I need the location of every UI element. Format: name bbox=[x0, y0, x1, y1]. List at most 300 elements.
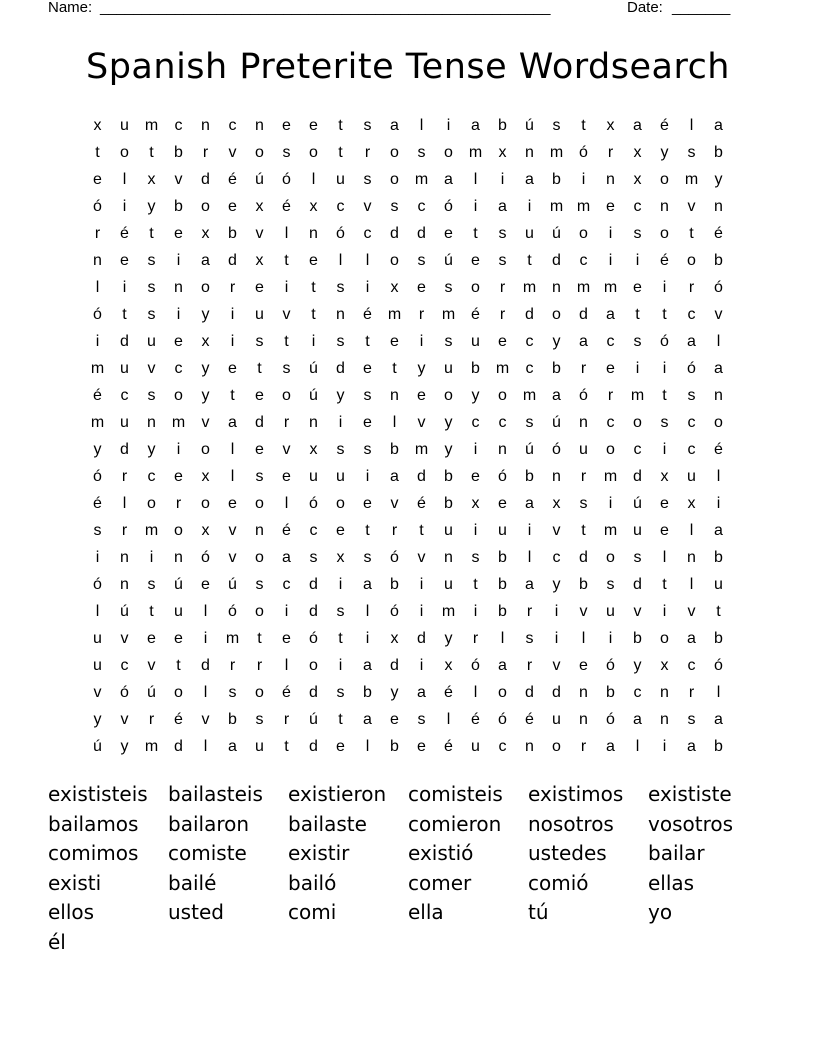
grid-letter[interactable]: s bbox=[336, 279, 345, 296]
grid-letter[interactable]: e bbox=[309, 252, 318, 269]
grid-letter[interactable]: ó bbox=[93, 576, 102, 593]
grid-letter[interactable]: s bbox=[633, 333, 642, 350]
grid-letter[interactable]: n bbox=[714, 198, 723, 215]
grid-letter[interactable]: ó bbox=[93, 198, 102, 215]
grid-letter[interactable]: a bbox=[471, 117, 480, 134]
grid-letter[interactable]: s bbox=[633, 549, 642, 566]
grid-letter[interactable]: n bbox=[714, 387, 723, 404]
grid-letter[interactable]: o bbox=[174, 684, 183, 701]
grid-letter[interactable]: n bbox=[525, 738, 534, 755]
grid-letter[interactable]: i bbox=[662, 279, 667, 296]
grid-letter[interactable]: e bbox=[147, 630, 156, 647]
grid-letter[interactable]: n bbox=[201, 117, 210, 134]
grid-letter[interactable]: u bbox=[336, 468, 345, 485]
grid-letter[interactable]: l bbox=[311, 171, 316, 188]
grid-letter[interactable]: é bbox=[282, 198, 291, 215]
grid-letter[interactable]: c bbox=[363, 225, 372, 242]
grid-letter[interactable]: e bbox=[336, 522, 345, 539]
grid-letter[interactable]: r bbox=[499, 306, 506, 323]
grid-letter[interactable]: ó bbox=[390, 549, 399, 566]
grid-letter[interactable]: ó bbox=[498, 468, 507, 485]
grid-letter[interactable]: i bbox=[122, 198, 127, 215]
grid-letter[interactable]: d bbox=[309, 738, 318, 755]
grid-letter[interactable]: ó bbox=[120, 684, 129, 701]
grid-letter[interactable]: y bbox=[93, 711, 102, 728]
grid-letter[interactable]: l bbox=[230, 468, 235, 485]
grid-letter[interactable]: c bbox=[336, 198, 345, 215]
grid-letter[interactable]: o bbox=[120, 144, 129, 161]
grid-letter[interactable]: ó bbox=[282, 171, 291, 188]
grid-letter[interactable]: o bbox=[660, 225, 669, 242]
grid-letter[interactable]: v bbox=[633, 603, 642, 620]
grid-letter[interactable]: s bbox=[417, 711, 426, 728]
grid-letter[interactable]: s bbox=[147, 387, 156, 404]
grid-letter[interactable]: t bbox=[338, 117, 343, 134]
grid-letter[interactable]: x bbox=[336, 549, 345, 566]
grid-letter[interactable]: v bbox=[417, 549, 426, 566]
grid-letter[interactable]: u bbox=[498, 522, 507, 539]
grid-letter[interactable]: r bbox=[607, 144, 614, 161]
grid-letter[interactable]: v bbox=[201, 711, 210, 728]
grid-letter[interactable]: o bbox=[309, 144, 318, 161]
grid-letter[interactable]: n bbox=[552, 468, 561, 485]
grid-letter[interactable]: c bbox=[606, 333, 615, 350]
grid-letter[interactable]: e bbox=[174, 225, 183, 242]
grid-letter[interactable]: t bbox=[338, 630, 343, 647]
grid-letter[interactable]: o bbox=[201, 279, 210, 296]
grid-letter[interactable]: b bbox=[228, 225, 237, 242]
grid-letter[interactable]: v bbox=[228, 549, 237, 566]
grid-letter[interactable]: v bbox=[687, 603, 696, 620]
grid-letter[interactable]: ú bbox=[525, 117, 534, 134]
grid-letter[interactable]: s bbox=[336, 441, 345, 458]
grid-letter[interactable]: c bbox=[174, 360, 183, 377]
grid-letter[interactable]: o bbox=[579, 225, 588, 242]
grid-letter[interactable]: s bbox=[552, 117, 561, 134]
grid-letter[interactable]: e bbox=[660, 522, 669, 539]
grid-letter[interactable]: s bbox=[417, 252, 426, 269]
grid-letter[interactable]: i bbox=[662, 603, 667, 620]
grid-letter[interactable]: ó bbox=[498, 711, 507, 728]
grid-letter[interactable]: m bbox=[522, 387, 537, 404]
grid-letter[interactable]: y bbox=[390, 684, 399, 701]
grid-letter[interactable]: t bbox=[311, 306, 316, 323]
grid-letter[interactable]: a bbox=[228, 738, 237, 755]
grid-letter[interactable]: i bbox=[338, 414, 343, 431]
grid-letter[interactable]: ú bbox=[93, 738, 102, 755]
grid-letter[interactable]: d bbox=[552, 684, 561, 701]
grid-letter[interactable]: v bbox=[228, 144, 237, 161]
grid-letter[interactable]: n bbox=[174, 279, 183, 296]
grid-letter[interactable]: ó bbox=[93, 468, 102, 485]
grid-letter[interactable]: l bbox=[527, 549, 532, 566]
grid-letter[interactable]: ó bbox=[336, 225, 345, 242]
grid-letter[interactable]: t bbox=[176, 657, 181, 674]
grid-letter[interactable]: u bbox=[255, 306, 264, 323]
grid-letter[interactable]: m bbox=[441, 306, 456, 323]
grid-letter[interactable]: n bbox=[687, 549, 696, 566]
grid-letter[interactable]: v bbox=[417, 414, 426, 431]
grid-letter[interactable]: ú bbox=[255, 171, 264, 188]
grid-letter[interactable]: i bbox=[473, 603, 478, 620]
grid-letter[interactable]: n bbox=[660, 198, 669, 215]
grid-letter[interactable]: b bbox=[714, 738, 723, 755]
grid-letter[interactable]: d bbox=[525, 306, 534, 323]
grid-letter[interactable]: x bbox=[201, 468, 210, 485]
grid-letter[interactable]: c bbox=[579, 252, 588, 269]
grid-letter[interactable]: t bbox=[365, 522, 370, 539]
grid-letter[interactable]: l bbox=[365, 252, 370, 269]
grid-letter[interactable]: r bbox=[526, 657, 533, 674]
grid-letter[interactable]: d bbox=[255, 414, 264, 431]
grid-letter[interactable]: o bbox=[309, 657, 318, 674]
grid-letter[interactable]: d bbox=[633, 576, 642, 593]
grid-letter[interactable]: n bbox=[660, 711, 669, 728]
grid-letter[interactable]: l bbox=[203, 738, 208, 755]
grid-letter[interactable]: d bbox=[390, 657, 399, 674]
grid-letter[interactable]: y bbox=[660, 144, 669, 161]
grid-letter[interactable]: e bbox=[255, 279, 264, 296]
grid-letter[interactable]: d bbox=[201, 657, 210, 674]
grid-letter[interactable]: o bbox=[552, 306, 561, 323]
grid-letter[interactable]: b bbox=[552, 360, 561, 377]
grid-letter[interactable]: ú bbox=[444, 252, 453, 269]
grid-letter[interactable]: x bbox=[687, 495, 696, 512]
grid-letter[interactable]: o bbox=[282, 387, 291, 404]
grid-letter[interactable]: y bbox=[336, 387, 345, 404]
grid-letter[interactable]: m bbox=[684, 171, 699, 188]
grid-letter[interactable]: b bbox=[471, 360, 480, 377]
grid-letter[interactable]: m bbox=[603, 522, 618, 539]
grid-letter[interactable]: b bbox=[714, 549, 723, 566]
grid-letter[interactable]: s bbox=[687, 387, 696, 404]
grid-letter[interactable]: é bbox=[120, 225, 129, 242]
grid-letter[interactable]: o bbox=[390, 171, 399, 188]
grid-letter[interactable]: e bbox=[363, 495, 372, 512]
grid-letter[interactable]: x bbox=[660, 657, 669, 674]
grid-letter[interactable]: n bbox=[390, 387, 399, 404]
grid-letter[interactable]: m bbox=[441, 603, 456, 620]
grid-letter[interactable]: a bbox=[687, 630, 696, 647]
grid-letter[interactable]: n bbox=[552, 279, 561, 296]
grid-letter[interactable]: i bbox=[311, 333, 316, 350]
grid-letter[interactable]: m bbox=[495, 360, 510, 377]
grid-letter[interactable]: b bbox=[552, 171, 561, 188]
grid-letter[interactable]: b bbox=[714, 630, 723, 647]
grid-letter[interactable]: ó bbox=[660, 333, 669, 350]
grid-letter[interactable]: ú bbox=[309, 360, 318, 377]
grid-letter[interactable]: r bbox=[364, 144, 371, 161]
grid-letter[interactable]: i bbox=[527, 522, 532, 539]
grid-letter[interactable]: i bbox=[608, 495, 613, 512]
grid-letter[interactable]: l bbox=[122, 171, 127, 188]
grid-letter[interactable]: i bbox=[635, 360, 640, 377]
grid-letter[interactable]: i bbox=[203, 630, 208, 647]
grid-letter[interactable]: s bbox=[255, 468, 264, 485]
grid-letter[interactable]: i bbox=[554, 603, 559, 620]
grid-letter[interactable]: ó bbox=[390, 603, 399, 620]
grid-letter[interactable]: l bbox=[473, 171, 478, 188]
grid-letter[interactable]: v bbox=[552, 657, 561, 674]
grid-letter[interactable]: r bbox=[94, 225, 101, 242]
grid-letter[interactable]: t bbox=[473, 225, 478, 242]
grid-letter[interactable]: d bbox=[525, 684, 534, 701]
grid-letter[interactable]: r bbox=[283, 414, 290, 431]
grid-letter[interactable]: s bbox=[255, 576, 264, 593]
grid-letter[interactable]: c bbox=[147, 468, 156, 485]
grid-letter[interactable]: m bbox=[549, 144, 564, 161]
grid-letter[interactable]: r bbox=[175, 495, 182, 512]
grid-letter[interactable]: é bbox=[714, 225, 723, 242]
grid-letter[interactable]: i bbox=[581, 171, 586, 188]
grid-letter[interactable]: t bbox=[338, 711, 343, 728]
grid-letter[interactable]: s bbox=[579, 495, 588, 512]
grid-letter[interactable]: ó bbox=[687, 360, 696, 377]
grid-letter[interactable]: r bbox=[526, 603, 533, 620]
grid-letter[interactable]: c bbox=[498, 738, 507, 755]
grid-letter[interactable]: o bbox=[633, 414, 642, 431]
grid-letter[interactable]: s bbox=[471, 549, 480, 566]
grid-letter[interactable]: n bbox=[120, 549, 129, 566]
grid-letter[interactable]: n bbox=[525, 144, 534, 161]
grid-letter[interactable]: m bbox=[144, 522, 159, 539]
grid-letter[interactable]: l bbox=[203, 603, 208, 620]
grid-letter[interactable]: i bbox=[284, 603, 289, 620]
grid-letter[interactable]: é bbox=[444, 684, 453, 701]
grid-letter[interactable]: ó bbox=[552, 441, 561, 458]
grid-letter[interactable]: y bbox=[201, 360, 210, 377]
grid-letter[interactable]: a bbox=[363, 711, 372, 728]
grid-letter[interactable]: a bbox=[579, 333, 588, 350]
grid-letter[interactable]: é bbox=[93, 495, 102, 512]
grid-letter[interactable]: m bbox=[576, 279, 591, 296]
grid-letter[interactable]: u bbox=[714, 576, 723, 593]
grid-letter[interactable]: c bbox=[525, 333, 534, 350]
grid-letter[interactable]: x bbox=[552, 495, 561, 512]
grid-letter[interactable]: i bbox=[446, 117, 451, 134]
grid-letter[interactable]: s bbox=[687, 711, 696, 728]
grid-letter[interactable]: a bbox=[444, 171, 453, 188]
grid-letter[interactable]: e bbox=[255, 387, 264, 404]
grid-letter[interactable]: u bbox=[444, 522, 453, 539]
grid-letter[interactable]: b bbox=[498, 117, 507, 134]
grid-letter[interactable]: e bbox=[471, 468, 480, 485]
grid-letter[interactable]: t bbox=[662, 306, 667, 323]
grid-letter[interactable]: u bbox=[471, 738, 480, 755]
grid-letter[interactable]: y bbox=[444, 441, 453, 458]
grid-letter[interactable]: e bbox=[174, 333, 183, 350]
grid-letter[interactable]: u bbox=[687, 468, 696, 485]
grid-letter[interactable]: m bbox=[90, 360, 105, 377]
grid-letter[interactable]: a bbox=[606, 738, 615, 755]
grid-letter[interactable]: s bbox=[336, 684, 345, 701]
grid-letter[interactable]: e bbox=[390, 711, 399, 728]
grid-letter[interactable]: x bbox=[309, 441, 318, 458]
grid-letter[interactable]: ó bbox=[309, 495, 318, 512]
grid-letter[interactable]: é bbox=[444, 738, 453, 755]
grid-letter[interactable]: b bbox=[228, 711, 237, 728]
grid-letter[interactable]: ú bbox=[228, 576, 237, 593]
grid-letter[interactable]: b bbox=[390, 738, 399, 755]
grid-letter[interactable]: e bbox=[282, 117, 291, 134]
grid-letter[interactable]: x bbox=[633, 171, 642, 188]
grid-letter[interactable]: a bbox=[498, 198, 507, 215]
grid-letter[interactable]: t bbox=[581, 117, 586, 134]
grid-letter[interactable]: e bbox=[390, 333, 399, 350]
grid-letter[interactable]: r bbox=[148, 711, 155, 728]
grid-letter[interactable]: u bbox=[120, 414, 129, 431]
grid-letter[interactable]: e bbox=[120, 252, 129, 269]
grid-letter[interactable]: x bbox=[93, 117, 102, 134]
grid-letter[interactable]: a bbox=[525, 171, 534, 188]
grid-letter[interactable]: r bbox=[688, 279, 695, 296]
grid-letter[interactable]: b bbox=[579, 576, 588, 593]
grid-letter[interactable]: o bbox=[255, 549, 264, 566]
grid-letter[interactable]: r bbox=[121, 522, 128, 539]
grid-letter[interactable]: c bbox=[687, 306, 696, 323]
grid-letter[interactable]: e bbox=[228, 495, 237, 512]
grid-letter[interactable]: v bbox=[687, 198, 696, 215]
grid-letter[interactable]: y bbox=[120, 738, 129, 755]
grid-letter[interactable]: t bbox=[284, 738, 289, 755]
grid-letter[interactable]: x bbox=[660, 468, 669, 485]
grid-letter[interactable]: o bbox=[390, 252, 399, 269]
grid-letter[interactable]: i bbox=[338, 657, 343, 674]
grid-letter[interactable]: u bbox=[444, 360, 453, 377]
grid-letter[interactable]: u bbox=[633, 522, 642, 539]
grid-letter[interactable]: o bbox=[174, 522, 183, 539]
grid-letter[interactable]: b bbox=[498, 576, 507, 593]
grid-letter[interactable]: o bbox=[255, 144, 264, 161]
grid-letter[interactable]: d bbox=[174, 738, 183, 755]
grid-letter[interactable]: t bbox=[662, 387, 667, 404]
grid-letter[interactable]: l bbox=[95, 279, 100, 296]
grid-letter[interactable]: u bbox=[120, 117, 129, 134]
grid-letter[interactable]: s bbox=[498, 252, 507, 269]
grid-letter[interactable]: t bbox=[662, 576, 667, 593]
grid-letter[interactable]: i bbox=[419, 657, 424, 674]
grid-letter[interactable]: l bbox=[473, 684, 478, 701]
grid-letter[interactable]: r bbox=[499, 279, 506, 296]
grid-letter[interactable]: c bbox=[174, 117, 183, 134]
grid-letter[interactable]: t bbox=[527, 252, 532, 269]
grid-letter[interactable]: i bbox=[419, 333, 424, 350]
grid-letter[interactable]: m bbox=[576, 198, 591, 215]
grid-letter[interactable]: m bbox=[171, 414, 186, 431]
grid-letter[interactable]: r bbox=[472, 630, 479, 647]
grid-letter[interactable]: ú bbox=[147, 684, 156, 701]
grid-letter[interactable]: i bbox=[716, 495, 721, 512]
grid-letter[interactable]: o bbox=[660, 171, 669, 188]
grid-letter[interactable]: b bbox=[498, 549, 507, 566]
grid-letter[interactable]: m bbox=[144, 738, 159, 755]
grid-letter[interactable]: e bbox=[363, 360, 372, 377]
grid-letter[interactable]: t bbox=[149, 144, 154, 161]
grid-letter[interactable]: v bbox=[363, 198, 372, 215]
grid-letter[interactable]: é bbox=[174, 711, 183, 728]
grid-letter[interactable]: o bbox=[147, 495, 156, 512]
grid-letter[interactable]: a bbox=[525, 495, 534, 512]
grid-letter[interactable]: b bbox=[714, 144, 723, 161]
grid-letter[interactable]: é bbox=[363, 306, 372, 323]
grid-letter[interactable]: r bbox=[580, 738, 587, 755]
grid-letter[interactable]: e bbox=[174, 630, 183, 647]
grid-letter[interactable]: m bbox=[387, 306, 402, 323]
grid-letter[interactable]: l bbox=[95, 603, 100, 620]
grid-letter[interactable]: y bbox=[147, 198, 156, 215]
grid-letter[interactable]: a bbox=[498, 657, 507, 674]
grid-letter[interactable]: v bbox=[255, 225, 264, 242]
grid-letter[interactable]: x bbox=[390, 630, 399, 647]
grid-letter[interactable]: x bbox=[606, 117, 615, 134]
grid-letter[interactable]: x bbox=[498, 144, 507, 161]
grid-letter[interactable]: v bbox=[120, 630, 129, 647]
grid-letter[interactable]: s bbox=[660, 414, 669, 431]
grid-letter[interactable]: d bbox=[228, 252, 237, 269]
grid-letter[interactable]: i bbox=[230, 333, 235, 350]
grid-letter[interactable]: e bbox=[309, 117, 318, 134]
grid-letter[interactable]: u bbox=[174, 603, 183, 620]
grid-letter[interactable]: n bbox=[444, 549, 453, 566]
grid-letter[interactable]: b bbox=[606, 684, 615, 701]
grid-letter[interactable]: i bbox=[176, 441, 181, 458]
grid-letter[interactable]: ú bbox=[552, 225, 561, 242]
grid-letter[interactable]: s bbox=[498, 225, 507, 242]
grid-letter[interactable]: t bbox=[284, 333, 289, 350]
grid-letter[interactable]: ó bbox=[606, 711, 615, 728]
grid-letter[interactable]: t bbox=[257, 630, 262, 647]
grid-letter[interactable]: s bbox=[336, 333, 345, 350]
grid-letter[interactable]: i bbox=[662, 441, 667, 458]
grid-letter[interactable]: v bbox=[714, 306, 723, 323]
grid-letter[interactable]: é bbox=[660, 117, 669, 134]
grid-letter[interactable]: o bbox=[390, 144, 399, 161]
grid-letter[interactable]: t bbox=[122, 306, 127, 323]
grid-letter[interactable]: o bbox=[606, 549, 615, 566]
grid-letter[interactable]: s bbox=[147, 279, 156, 296]
grid-letter[interactable]: i bbox=[473, 198, 478, 215]
grid-letter[interactable]: v bbox=[147, 657, 156, 674]
grid-letter[interactable]: b bbox=[390, 441, 399, 458]
grid-letter[interactable]: o bbox=[471, 279, 480, 296]
grid-letter[interactable]: s bbox=[444, 279, 453, 296]
grid-letter[interactable]: o bbox=[444, 387, 453, 404]
grid-letter[interactable]: t bbox=[95, 144, 100, 161]
grid-letter[interactable]: é bbox=[714, 441, 723, 458]
grid-letter[interactable]: o bbox=[174, 387, 183, 404]
grid-letter[interactable]: y bbox=[552, 333, 561, 350]
grid-letter[interactable]: e bbox=[579, 657, 588, 674]
grid-letter[interactable]: e bbox=[417, 738, 426, 755]
grid-letter[interactable]: ó bbox=[579, 387, 588, 404]
grid-letter[interactable]: s bbox=[417, 144, 426, 161]
grid-letter[interactable]: s bbox=[363, 549, 372, 566]
grid-letter[interactable]: ó bbox=[714, 657, 723, 674]
grid-letter[interactable]: n bbox=[336, 306, 345, 323]
grid-letter[interactable]: r bbox=[391, 522, 398, 539]
grid-letter[interactable]: b bbox=[714, 252, 723, 269]
grid-letter[interactable]: v bbox=[174, 171, 183, 188]
grid-letter[interactable]: e bbox=[606, 198, 615, 215]
grid-letter[interactable]: o bbox=[552, 738, 561, 755]
grid-letter[interactable]: m bbox=[630, 387, 645, 404]
grid-letter[interactable]: b bbox=[633, 630, 642, 647]
grid-letter[interactable]: t bbox=[419, 522, 424, 539]
grid-letter[interactable]: n bbox=[660, 684, 669, 701]
grid-letter[interactable]: d bbox=[309, 603, 318, 620]
grid-letter[interactable]: n bbox=[174, 549, 183, 566]
grid-letter[interactable]: d bbox=[579, 549, 588, 566]
